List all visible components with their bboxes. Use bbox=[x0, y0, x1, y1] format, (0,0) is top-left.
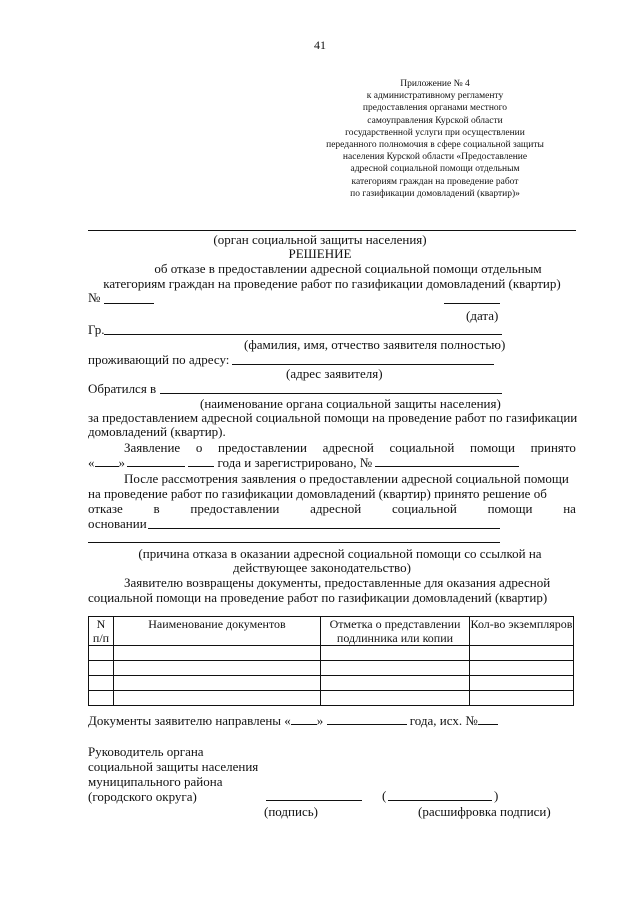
appendix-block bbox=[300, 78, 570, 200]
refusal-word: адресной bbox=[310, 501, 362, 516]
table-cell bbox=[114, 691, 321, 706]
document-subtitle-1: об отказе в предоставлении адресной социальной помощи отдельным bbox=[154, 261, 542, 276]
basis-label: основании bbox=[88, 516, 147, 531]
table-cell bbox=[114, 646, 321, 661]
signer-line: Руководитель органа bbox=[88, 744, 204, 759]
appendix-line: переданного полномочия в сфере социальной защиты bbox=[326, 140, 544, 151]
table-cell bbox=[89, 646, 114, 661]
table-cell bbox=[114, 676, 321, 691]
reg-number-blank bbox=[375, 465, 519, 467]
after-line-1: После рассмотрения заявления о предоставлении адресной социальной помощи bbox=[124, 471, 569, 486]
received-year-label: года и зарегистрировано, № bbox=[217, 455, 373, 470]
sent-line bbox=[88, 713, 498, 729]
statement-word: помощи bbox=[470, 440, 515, 455]
table-row bbox=[89, 691, 574, 706]
received-quote-close: » bbox=[118, 455, 125, 470]
citizen-line bbox=[104, 334, 502, 335]
table-cell bbox=[470, 691, 574, 706]
signer-line: муниципального района bbox=[88, 774, 223, 789]
applied-line bbox=[160, 393, 502, 394]
received-line bbox=[88, 455, 519, 471]
paren-open: ( bbox=[382, 788, 387, 803]
table-header-row bbox=[89, 617, 574, 646]
refusal-word: предоставлении bbox=[190, 501, 280, 516]
returned-line-2: социальной помощи на проведение работ по газификации домовладений (квартир) bbox=[88, 590, 548, 605]
statement-word: адресной bbox=[322, 440, 374, 455]
refusal-word: в bbox=[153, 501, 160, 516]
signature-line bbox=[266, 800, 362, 801]
table-cell bbox=[321, 676, 470, 691]
received-quote-open: « bbox=[88, 455, 95, 470]
table-row bbox=[89, 661, 574, 676]
applied-label: Обратился в bbox=[88, 381, 157, 396]
col-header-number: N п/п bbox=[89, 617, 114, 646]
statement-line bbox=[124, 440, 576, 456]
statement-word: о bbox=[195, 440, 203, 455]
refusal-word: отказе bbox=[88, 501, 123, 516]
date-caption: (дата) bbox=[466, 308, 499, 323]
table-row bbox=[89, 676, 574, 691]
col-header-docs: Наименование документов bbox=[114, 617, 321, 646]
appendix-line: самоуправления Курской области bbox=[367, 115, 503, 126]
appendix-line: к административному регламенту bbox=[366, 91, 504, 102]
table-cell bbox=[470, 646, 574, 661]
after-line-2: на проведение работ по газификации домовладений (квартир) принято решение об bbox=[88, 486, 547, 501]
col-header-mark: Отметка о представлении подлинника или копии bbox=[321, 617, 470, 646]
sent-year-label: года, исх. № bbox=[409, 713, 478, 728]
basis-line bbox=[148, 528, 500, 529]
appendix-line: предоставления органами местного bbox=[362, 103, 508, 114]
sent-quote-close: » bbox=[316, 713, 324, 728]
fio-caption: (фамилия, имя, отчество заявителя полностью) bbox=[244, 337, 506, 352]
returned-line-1: Заявителю возвращены документы, предоставленные для оказания адресной bbox=[124, 575, 551, 590]
address-label: проживающий по адресу: bbox=[88, 352, 230, 367]
table-cell bbox=[321, 646, 470, 661]
basis-line-2 bbox=[88, 542, 500, 543]
appendix-line: по газификации домовладений (квартир)» bbox=[350, 188, 520, 199]
table-cell bbox=[470, 661, 574, 676]
purpose-line-2: домовладений (квартир). bbox=[88, 424, 226, 439]
organ-name-caption: (наименование органа социальной защиты населения) bbox=[200, 396, 501, 411]
reason-caption-1: (причина отказа в оказании адресной социальной помощи со ссылкой на bbox=[138, 546, 542, 561]
reason-caption-2: действующее законодательство) bbox=[233, 560, 411, 575]
table-cell bbox=[470, 676, 574, 691]
table-cell bbox=[89, 676, 114, 691]
table-cell bbox=[321, 661, 470, 676]
sent-day-blank bbox=[291, 723, 317, 725]
number-line bbox=[104, 303, 154, 304]
address-caption: (адрес заявителя) bbox=[286, 366, 383, 381]
documents-table bbox=[88, 616, 574, 706]
signature-caption: (подпись) bbox=[264, 804, 318, 819]
decode-line bbox=[388, 800, 492, 801]
sent-number-blank bbox=[478, 723, 498, 725]
purpose-line-1: за предоставлением адресной социальной помощи на проведение работ по газификации bbox=[88, 410, 578, 425]
organ-line bbox=[88, 230, 576, 231]
year-blank bbox=[188, 465, 214, 467]
number-label: № bbox=[88, 290, 101, 305]
organ-caption: (орган социальной защиты населения) bbox=[213, 232, 427, 247]
table-cell bbox=[321, 691, 470, 706]
statement-word: Заявление bbox=[124, 440, 181, 455]
appendix-line: населения Курской области «Предоставление bbox=[342, 152, 528, 163]
decode-caption: (расшифровка подписи) bbox=[418, 804, 551, 819]
address-line bbox=[232, 364, 494, 365]
refusal-word: помощи bbox=[487, 501, 533, 516]
col-header-count: Кол-во экземпляров bbox=[470, 617, 574, 646]
month-blank bbox=[127, 465, 185, 467]
table-cell bbox=[114, 661, 321, 676]
date-line bbox=[444, 303, 500, 304]
refusal-line bbox=[88, 501, 576, 517]
day-blank bbox=[95, 465, 119, 467]
appendix-line: государственной услуги при осуществлении bbox=[345, 127, 525, 138]
citizen-label: Гр. bbox=[88, 322, 105, 337]
refusal-word: на bbox=[563, 501, 576, 516]
document-title: РЕШЕНИЕ bbox=[288, 246, 352, 261]
appendix-line: адресной социальной помощи отдельным bbox=[350, 164, 520, 175]
table-row bbox=[89, 646, 574, 661]
table-cell bbox=[89, 661, 114, 676]
table-cell bbox=[89, 691, 114, 706]
paren-close: ) bbox=[494, 788, 499, 803]
sent-label: Документы заявителю направлены « bbox=[88, 713, 291, 728]
statement-word: предоставлении bbox=[217, 440, 307, 455]
statement-word: принято bbox=[530, 440, 576, 455]
appendix-line: категориям граждан на проведение работ bbox=[351, 176, 519, 187]
appendix-line: Приложение № 4 bbox=[400, 79, 470, 89]
document-subtitle-2: категориям граждан на проведение работ по газификации домовладений (квартир) bbox=[103, 276, 561, 291]
statement-word: социальной bbox=[389, 440, 455, 455]
signer-line: (городского округа) bbox=[88, 789, 197, 804]
signer-line: социальной защиты населения bbox=[88, 759, 259, 774]
refusal-word: социальной bbox=[391, 501, 457, 516]
sent-month-blank bbox=[327, 723, 407, 725]
page-number: 41 bbox=[314, 38, 326, 52]
